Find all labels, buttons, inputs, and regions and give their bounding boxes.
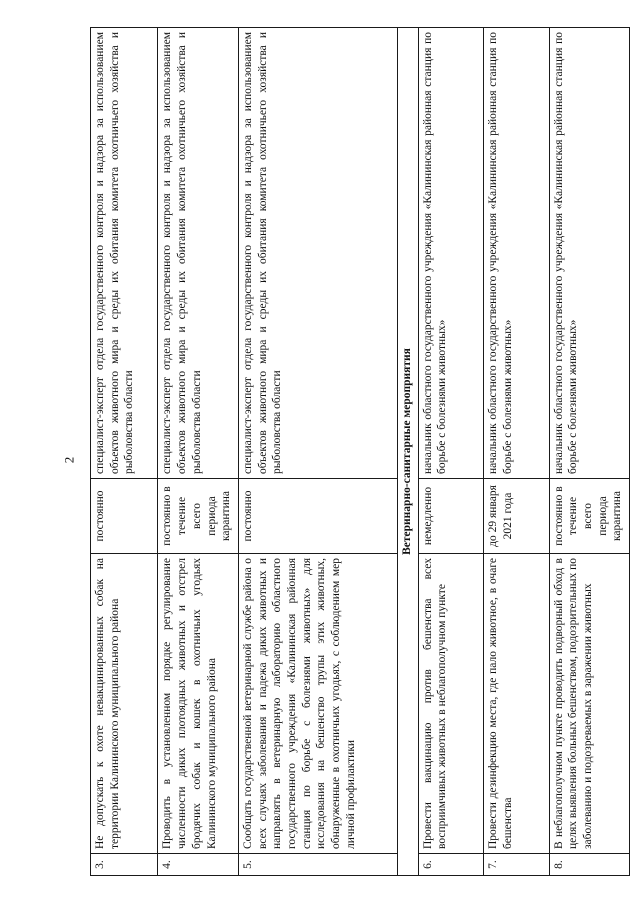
section-header-row (398, 28, 418, 876)
responsible-cell: начальник областного государственного учреждения «Калининская районная станция по борьбе с болезнями животных» (549, 28, 629, 479)
measures-table (90, 27, 630, 876)
row-number: 5. (238, 854, 397, 876)
action-cell: Провести дезинфекцию места, где пало животное, в очаге бешенства (484, 554, 549, 854)
action-cell: Не допускать к охоте невакцинированных собак на территории Калининского муниципального района (91, 554, 158, 854)
action-cell: В неблагополучном пункте проводить подворный обход в целях выявления больных бешенством, подозрительных по заболеванию и подозреваемых в заражении животных (549, 554, 629, 854)
term-cell: постоянно в течение всего периода карантина (158, 479, 238, 554)
row-number: 6. (418, 854, 483, 876)
section-title: Ветеринарно-санитарные мероприятия (398, 28, 418, 876)
responsible-cell: начальник областного государственного учреждения «Калининская районная станция по борьбе с болезнями животных» (484, 28, 549, 479)
action-cell: Провести вакцинацию против бешенства всех восприимчивых животных в неблагополучном пункте (418, 554, 483, 854)
term-cell: немедленно (418, 479, 483, 554)
action-cell: Проводить в установленном порядке регулирование численности диких плотоядных животных и отстрел бродячих собак и кошек в охотничьих угодьях Калининского муниципального района (158, 554, 238, 854)
rotated-page (90, 28, 630, 876)
term-cell: постоянно (91, 479, 158, 554)
term-cell: постоянно в течение всего периода карантина (549, 479, 629, 554)
action-cell: Сообщать государственной ветеринарной службе района о всех случаях заболевания и падежа диких животных и направлять в ветеринарную лабораторию областного государственного учреждения «Калининская районная станция по борьбе с болезнями животных» для исследования на бешенство трупы этих животных, обнаруженные в охотничьих угодьях, с соблюдением мер личной профилактики (238, 554, 397, 854)
table-row (91, 28, 158, 876)
row-number: 7. (484, 854, 549, 876)
row-number: 4. (158, 854, 238, 876)
page-number: 2 (61, 456, 77, 464)
table-row (158, 28, 238, 876)
term-cell: до 29 января 2021 года (484, 479, 549, 554)
responsible-cell: начальник областного государственного учреждения «Калининская районная станция по борьбе с болезнями животных» (418, 28, 483, 479)
table-row (549, 28, 629, 876)
responsible-cell: специалист-эксперт отдела государственного контроля и надзора за использованием объектов животного мира и среды их обитания комитета охотничьего хозяйства и рыболовства области (91, 28, 158, 479)
responsible-cell: специалист-эксперт отдела государственного контроля и надзора за использованием объектов животного мира и среды их обитания комитета охотничьего хозяйства и рыболовства области (238, 28, 397, 479)
responsible-cell: специалист-эксперт отдела государственного контроля и надзора за использованием объектов животного мира и среды их обитания комитета охотничьего хозяйства и рыболовства области (158, 28, 238, 479)
term-cell: постоянно (238, 479, 397, 554)
table-row (418, 28, 483, 876)
table-row (484, 28, 549, 876)
table-row (238, 28, 397, 876)
row-number: 8. (549, 854, 629, 876)
row-number: 3. (91, 854, 158, 876)
